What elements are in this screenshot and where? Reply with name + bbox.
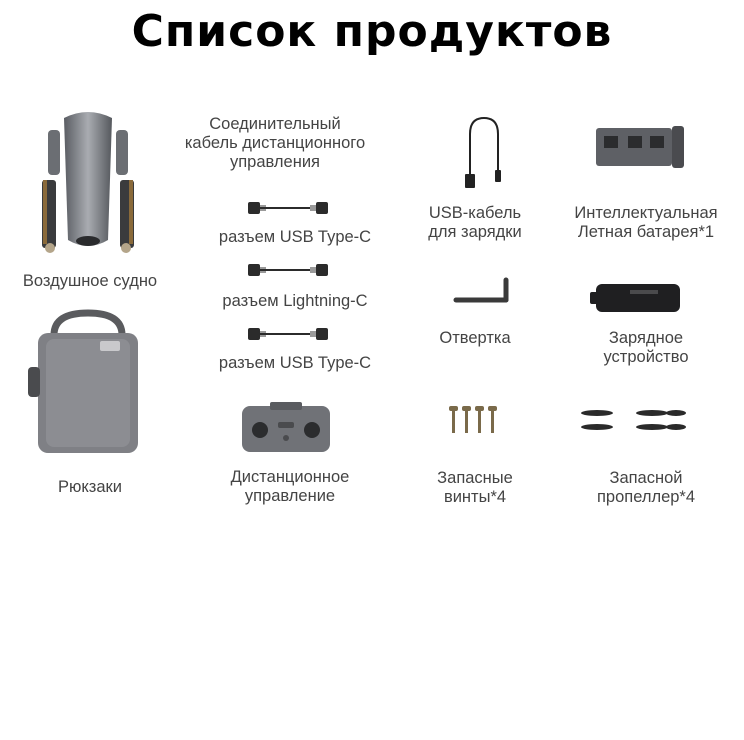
cable-icon xyxy=(246,322,330,346)
rc-cable-label: Соединительный кабель дистанционного управления xyxy=(184,115,366,171)
propeller-icon xyxy=(580,405,690,435)
charger-icon xyxy=(590,280,686,316)
backpack-label: Рюкзаки xyxy=(58,478,122,496)
aircraft-label: Воздушное судно xyxy=(22,272,158,290)
cable-icon xyxy=(246,196,330,220)
battery-label: Интеллектуальная Летная батарея*1 xyxy=(574,204,718,241)
remote-controller-icon xyxy=(240,400,332,456)
cable-typec-label-1: разъем USB Type-C xyxy=(218,228,372,246)
hex-key-icon xyxy=(452,276,516,306)
cable-icon xyxy=(246,258,330,282)
screws-label: Запасные винты*4 xyxy=(437,469,513,506)
usb-cable-icon xyxy=(458,114,518,190)
backpack-icon xyxy=(24,307,152,457)
usb-cable-label: USB-кабель для зарядки xyxy=(428,204,522,241)
charger-label: Зарядное устройство xyxy=(603,329,689,366)
battery-icon xyxy=(594,124,686,170)
folded-drone-icon xyxy=(38,110,138,255)
cable-lightning-label: разъем Lightning-C xyxy=(222,292,368,310)
screwdriver-label: Отвертка xyxy=(439,329,511,347)
propellers-label: Запасной пропеллер*4 xyxy=(596,469,696,506)
screws-icon xyxy=(446,404,502,436)
page-title: Список продуктов xyxy=(131,6,613,57)
cable-typec-label-2: разъем USB Type-C xyxy=(218,354,372,372)
remote-label: Дистанционное управление xyxy=(230,468,350,505)
